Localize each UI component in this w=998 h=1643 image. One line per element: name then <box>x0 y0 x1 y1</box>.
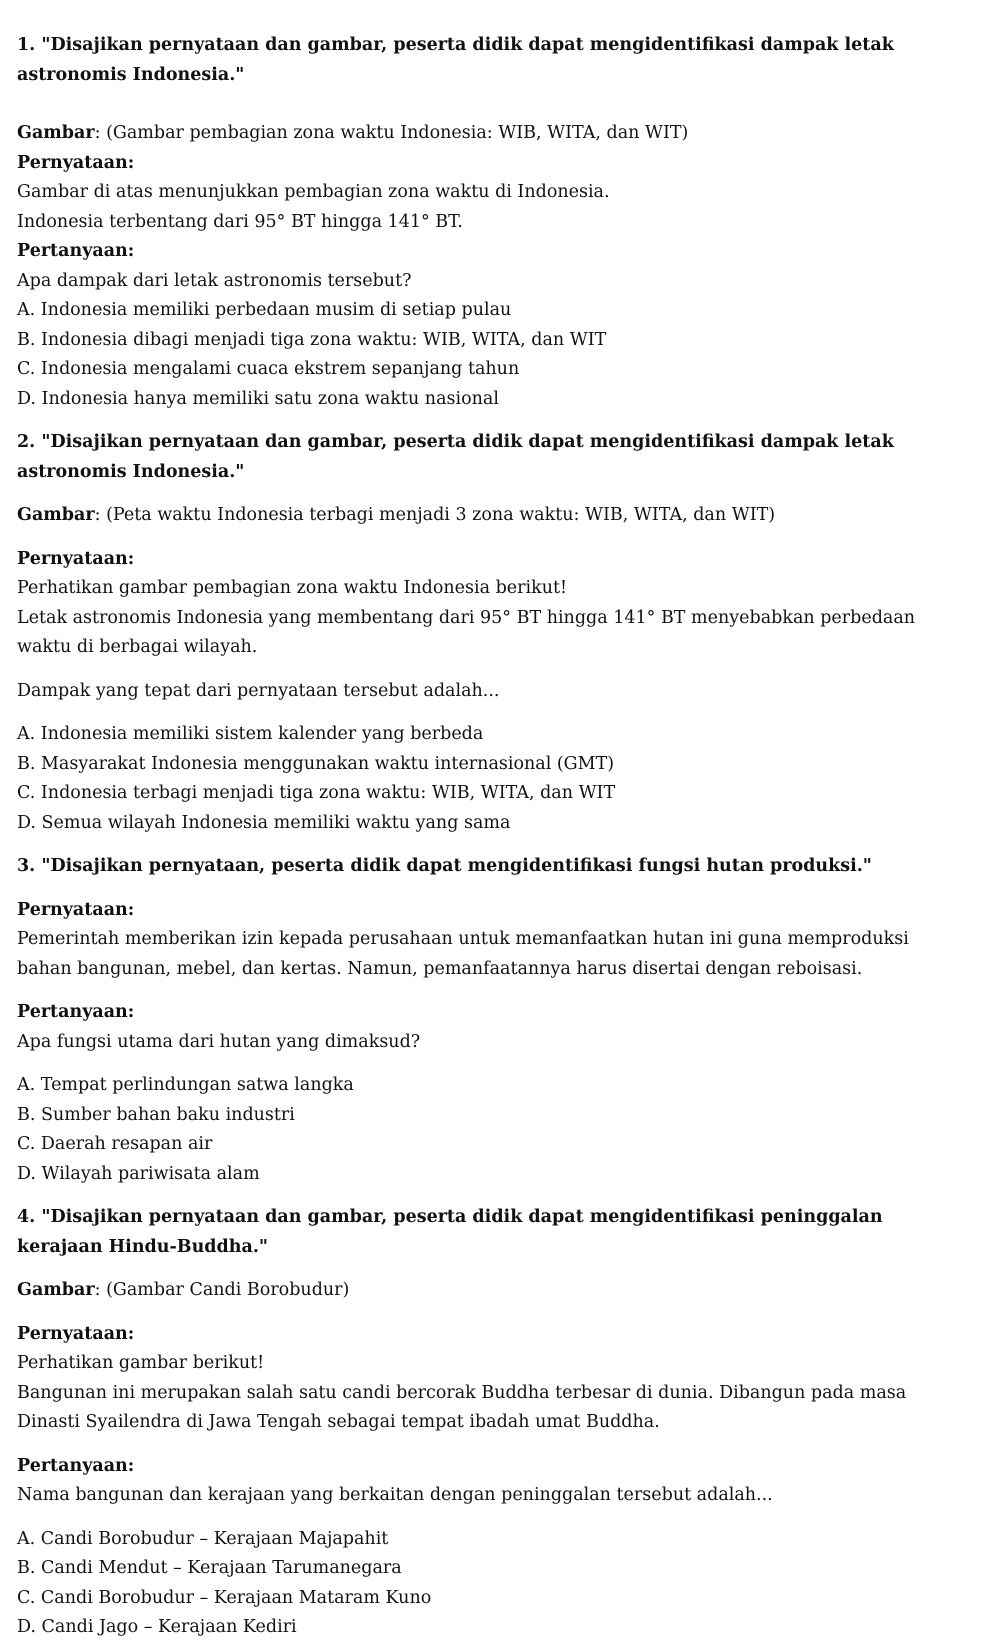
pernyataan-text: Pemerintah memberikan izin kepada perusahaan untuk memanfaatkan hutan ini guna memproduksi bahan bangunan, mebel, dan kertas. Namun, pemanfaatannya harus disertai dengan reboisasi. <box>17 929 909 979</box>
option-d: D. Candi Jago – Kerajaan Kediri <box>17 1617 297 1637</box>
option-b: B. Candi Mendut – Kerajaan Tarumanegara <box>17 1558 402 1578</box>
gambar-line <box>17 501 958 531</box>
gambar-label: Gambar <box>17 123 95 143</box>
option-a: A. Indonesia memiliki sistem kalender yang berbeda <box>17 724 484 744</box>
option-a: A. Tempat perlindungan satwa langka <box>17 1075 354 1095</box>
pertanyaan-text: Apa fungsi utama dari hutan yang dimaksud? <box>17 1031 421 1052</box>
pertanyaan-text: Nama bangunan dan kerajaan yang berkaitan dengan peninggalan tersebut adalah... <box>17 1485 773 1505</box>
option-c: C. Daerah resapan air <box>17 1134 213 1154</box>
prompt-text: Dampak yang tepat dari pernyataan tersebut adalah... <box>17 680 500 701</box>
pernyataan-label: Pernyataan: <box>17 152 135 173</box>
gambar-text: : (Gambar pembagian zona waktu Indonesia: WIB, WITA, dan WIT) <box>94 123 689 143</box>
question-1 <box>17 0 958 414</box>
gambar-text: : (Peta waktu Indonesia terbagi menjadi 3 zona waktu: WIB, WITA, dan WIT) <box>94 505 776 525</box>
option-d: D. Wilayah pariwisata alam <box>17 1163 260 1184</box>
question-title: 1. "Disajikan pernyataan dan gambar, peserta didik dapat mengidentifikasi dampak letak astronomis Indonesia." <box>17 35 894 85</box>
option-c: C. Candi Borobudur – Kerajaan Mataram Kuno <box>17 1587 432 1608</box>
option-b: B. Indonesia dibagi menjadi tiga zona waktu: WIB, WITA, dan WIT <box>17 329 607 350</box>
question-3 <box>17 852 958 1189</box>
gambar-label: Gambar <box>17 505 95 525</box>
pernyataan-label: Pernyataan: <box>17 899 135 920</box>
pernyataan-label: Pernyataan: <box>17 548 135 569</box>
pernyataan-text: Indonesia terbentang dari 95° BT hingga 141° BT. <box>17 211 463 232</box>
gambar-label: Gambar <box>17 1280 95 1300</box>
pertanyaan-label: Pertanyaan: <box>17 241 135 261</box>
pernyataan-text: Perhatikan gambar berikut! <box>17 1353 265 1373</box>
pernyataan-text: Letak astronomis Indonesia yang membentang dari 95° BT hingga 141° BT menyebabkan perbedaan waktu di berbagai wilayah. <box>17 607 916 657</box>
option-c: C. Indonesia mengalami cuaca ekstrem sepanjang tahun <box>17 359 520 379</box>
option-b: B. Masyarakat Indonesia menggunakan waktu internasional (GMT) <box>17 753 615 774</box>
pertanyaan-label: Pertanyaan: <box>17 1002 135 1022</box>
gambar-line <box>17 1276 958 1306</box>
pernyataan-text: Perhatikan gambar pembagian zona waktu Indonesia berikut! <box>17 578 568 598</box>
question-title: 4. "Disajikan pernyataan dan gambar, peserta didik dapat mengidentifikasi peninggalan kerajaan Hindu-Buddha." <box>17 1207 883 1257</box>
option-c: C. Indonesia terbagi menjadi tiga zona waktu: WIB, WITA, dan WIT <box>17 783 616 803</box>
option-a: A. Candi Borobudur – Kerajaan Majapahit <box>17 1528 389 1549</box>
pernyataan-text: Gambar di atas menunjukkan pembagian zona waktu di Indonesia. <box>17 182 610 202</box>
question-4 <box>17 1203 958 1643</box>
pernyataan-label: Pernyataan: <box>17 1323 135 1344</box>
pernyataan-text: Bangunan ini merupakan salah satu candi bercorak Buddha terbesar di dunia. Dibangun pada masa Dinasti Syailendra di Jawa Tengah sebagai tempat ibadah umat Buddha. <box>17 1382 907 1432</box>
gambar-line <box>17 119 958 149</box>
option-d: D. Indonesia hanya memiliki satu zona waktu nasional <box>17 388 499 409</box>
question-title: 2. "Disajikan pernyataan dan gambar, peserta didik dapat mengidentifikasi dampak letak astronomis Indonesia." <box>17 432 894 482</box>
gambar-text: : (Gambar Candi Borobudur) <box>94 1280 350 1300</box>
option-a: A. Indonesia memiliki perbedaan musim di setiap pulau <box>17 300 512 320</box>
pertanyaan-label: Pertanyaan: <box>17 1455 135 1476</box>
option-b: B. Sumber bahan baku industri <box>17 1104 295 1125</box>
pertanyaan-text: Apa dampak dari letak astronomis tersebut? <box>17 270 412 291</box>
question-title: 3. "Disajikan pernyataan, peserta didik dapat mengidentifikasi fungsi hutan produksi." <box>17 856 872 876</box>
question-2 <box>17 428 958 838</box>
option-d: D. Semua wilayah Indonesia memiliki waktu yang sama <box>17 812 511 833</box>
